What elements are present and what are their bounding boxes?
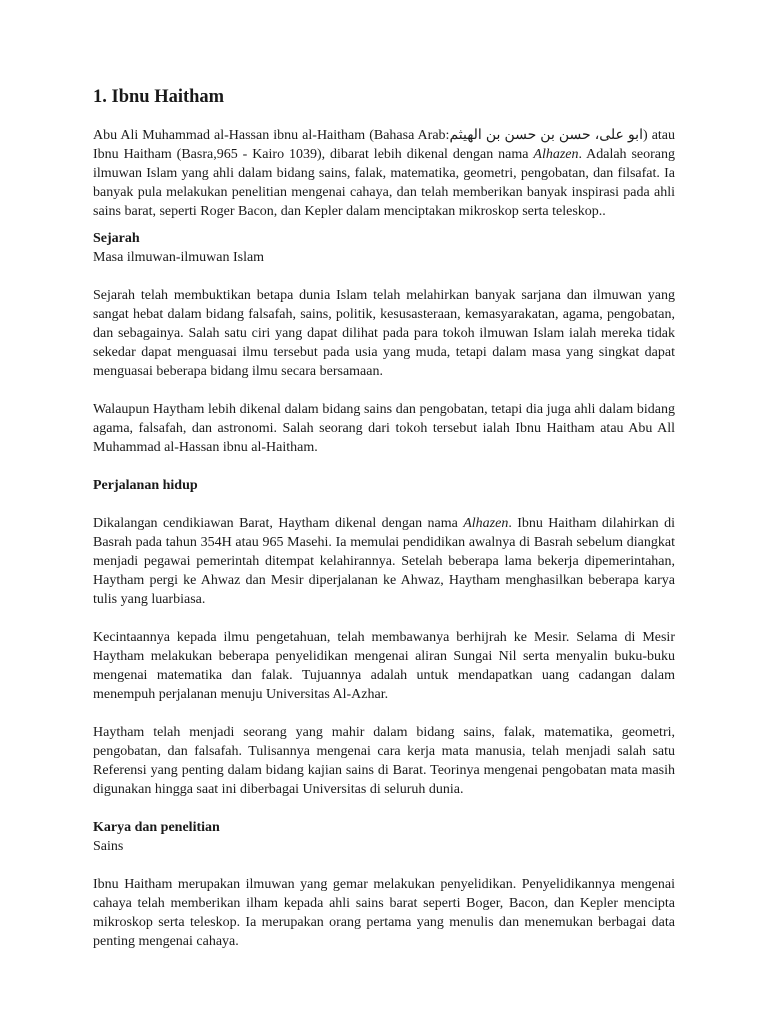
- section-heading-perjalanan: Perjalanan hidup: [93, 478, 198, 493]
- alias-alhazen: Alhazen: [533, 147, 579, 162]
- document-page: [93, 86, 675, 951]
- arabic-name: ابو علی، حسن بن حسن بن الهيثم: [449, 128, 643, 143]
- intro-text-2: ) atau Ibnu Haitham (Basra,965 - Kairo 1039), dibarat lebih dikenal dengan nama: [93, 128, 676, 162]
- subheading-sains: Sains: [93, 839, 124, 854]
- perjalanan-text-1: Dikalangan cendikiawan Barat, Haytham dikenal dengan nama: [93, 516, 464, 531]
- intro-text-1: Abu Ali Muhammad al-Hassan ibnu al-Haitham (Bahasa Arab:: [93, 128, 450, 143]
- perjalanan-text-2: . Ibnu Haitham dilahirkan di Basrah pada tahun 354H atau 965 Masehi. Ia memulai pendidikan awalnya di Basrah sebelum diangkat menjadi pegawai pemerintah ditempat kelahirannya. Setelah beberapa lama bekerja dipemerintahan, Haytham pergi ke Ahwaz dan Mesir diperjalanan ke Ahwaz, Haytham menghasilkan beberapa karya tulis yang luarbiasa.: [93, 516, 675, 607]
- alias-alhazen-2: Alhazen: [463, 516, 509, 531]
- intro-text-3: . Adalah seorang ilmuwan Islam yang ahli dalam bidang sains, falak, matematika, geometri, pengobatan, dan filsafat. Ia banyak pula melakukan penelitian mengenai cahaya, dan telah memberikan banyak inspirasi pada ahli sains barat, seperti Roger Bacon, dan Kepler dalam menciptakan mikroskop serta teleskop..: [93, 147, 676, 219]
- subheading-masa-ilmuwan: Masa ilmuwan-ilmuwan Islam: [93, 250, 265, 265]
- perjalanan-paragraph-3: Haytham telah menjadi seorang yang mahir dalam bidang sains, falak, matematika, geometri, pengobatan, dan falsafah. Tulisannya mengenai cara kerja mata manusia, telah menjadi salah satu Referensi yang penting dalam bidang kajian sains di Barat. Teorinya mengenai pengobatan mata masih digunakan hingga saat ini diberbagai Universitas di seluruh dunia.: [93, 725, 675, 797]
- section-heading-karya: Karya dan penelitian: [93, 820, 220, 835]
- intro-paragraph: [93, 126, 675, 221]
- perjalanan-paragraph-2: Kecintaannya kepada ilmu pengetahuan, telah membawanya berhijrah ke Mesir. Selama di Mesir Haytham melakukan beberapa penyelidikan mengenai aliran Sungai Nil serta menyalin buku-buku mengenai matematika dan falak. Tujuannya adalah untuk mendapatkan uang cadangan dalam menempuh perjalanan menuju Universitas Al-Azhar.: [93, 630, 675, 702]
- sejarah-paragraph-1: Sejarah telah membuktikan betapa dunia Islam telah melahirkan banyak sarjana dan ilmuwan yang sangat hebat dalam bidang falsafah, sains, politik, kesusasteraan, kemasyarakatan, agama, pengobatan, dan sebagainya. Salah satu ciri yang dapat dilihat pada para tokoh ilmuwan Islam ialah mereka tidak sekedar dapat menguasai ilmu tersebut pada usia yang muda, tetapi dalam masa yang singkat dapat menguasai beberapa bidang ilmu secara bersamaan.: [93, 288, 675, 379]
- page-title: 1. Ibnu Haitham: [93, 87, 225, 107]
- section-heading-sejarah: Sejarah: [93, 231, 140, 246]
- perjalanan-paragraph-1: [93, 514, 675, 609]
- sejarah-paragraph-2: Walaupun Haytham lebih dikenal dalam bidang sains dan pengobatan, tetapi dia juga ahli dalam bidang agama, falsafah, dan astronomi. Salah seorang dari tokoh tersebut ialah Ibnu Haitham atau Abu All Muhammad al-Hassan ibnu al-Haitham.: [93, 402, 675, 455]
- karya-paragraph-1: Ibnu Haitham merupakan ilmuwan yang gemar melakukan penyelidikan. Penyelidikannya mengenai cahaya telah memberikan ilham kepada ahli sains barat seperti Boger, Bacon, dan Kepler mencipta mikroskop serta teleskop. Ia merupakan orang pertama yang menulis dan menemukan berbagai data penting mengenai cahaya.: [93, 877, 675, 949]
